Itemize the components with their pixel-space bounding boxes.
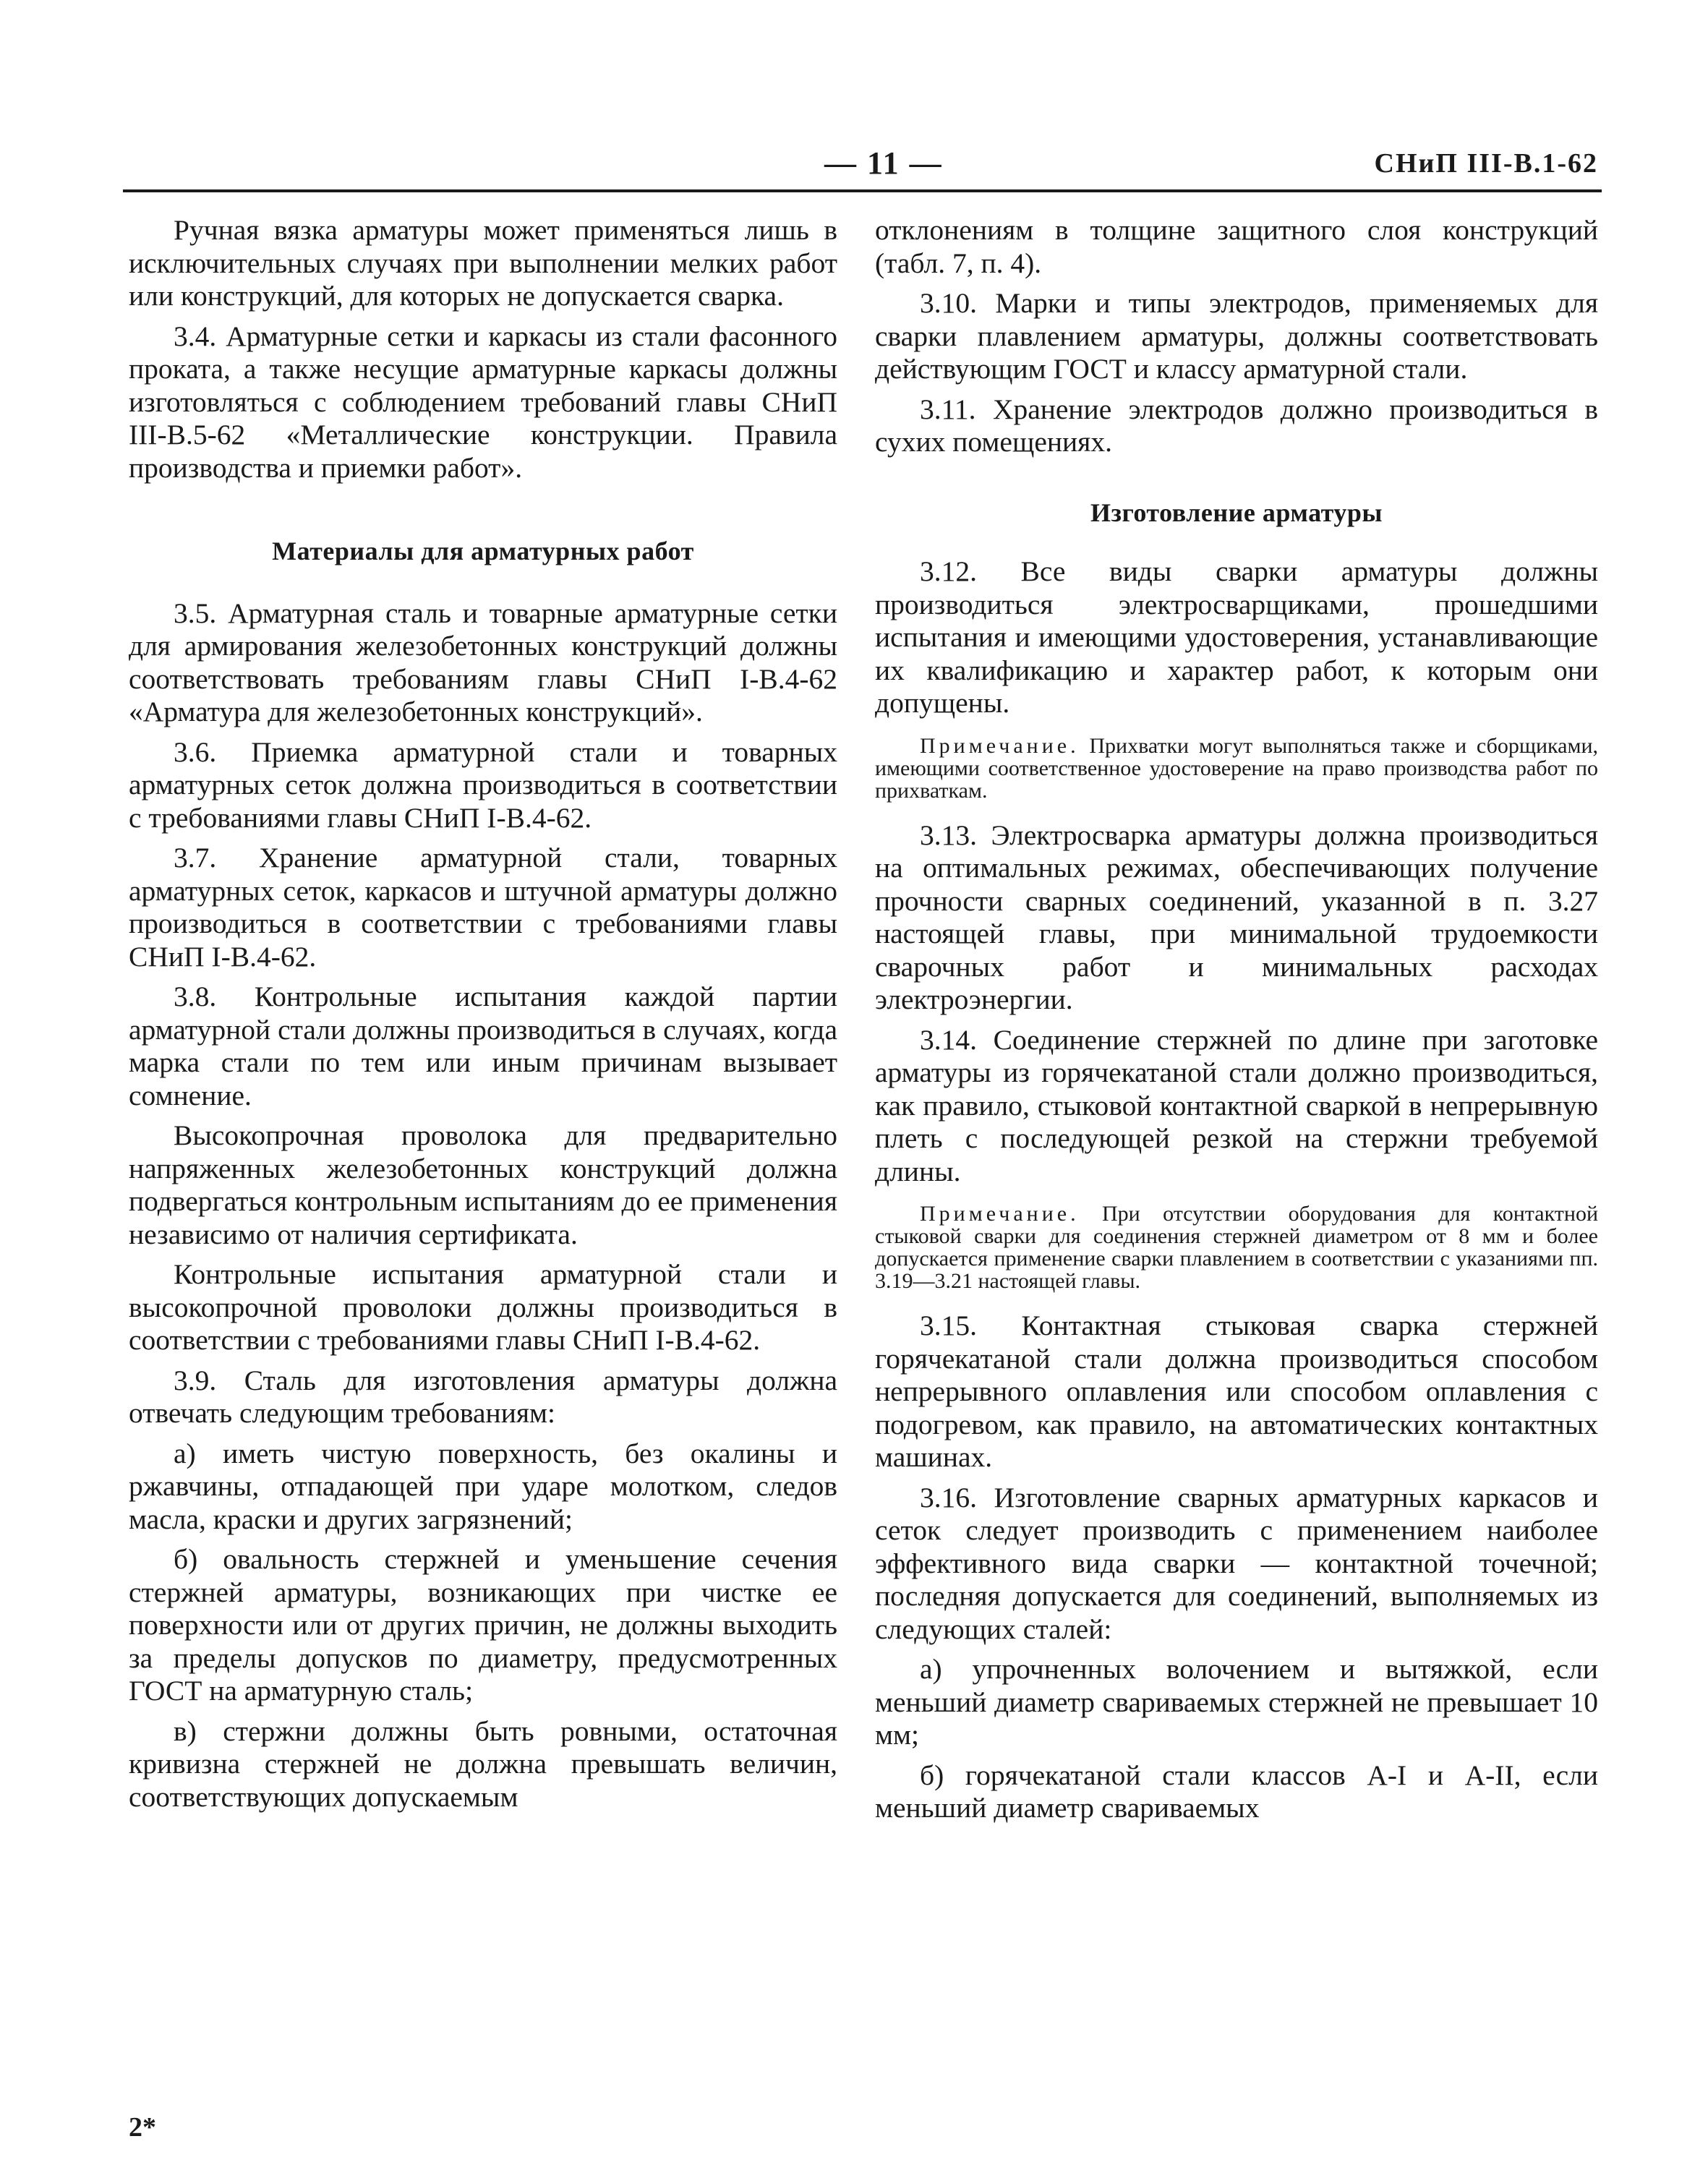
clause-3-5: 3.5. Арматурная сталь и товарные арматурные сетки для армирования железобетонных конструкций должны соответствовать требованиям главы СНиП I-В.4-62 «Арматура для железобетонных конструкций». — [129, 597, 838, 727]
right-column — [875, 214, 1598, 1832]
paragraph: Ручная вязка арматуры может применяться лишь в исключительных случаях при выполнении мелких работ или конструкций, для которых не допускается сварка. — [129, 214, 837, 312]
clause-3-4: 3.4. Арматурные сетки и каркасы из стали фасонного проката, а также несущие арматурные каркасы должны изготовляться с соблюдением требований главы СНиП III-В.5-62 «Металлические конструкции. Правила производства и приемки работ». — [129, 320, 837, 484]
list-item-a: а) иметь чистую поверхность, без окалины и ржавчины, отпадающей при ударе молотком, следов масла, краски и других загрязнений; — [129, 1437, 837, 1535]
note-text: При отсутствии оборудования для контактной стыковой сварки для соединения стержней диаметром от 8 мм и более допускается применение сварки плавлением в соответствии с указаниями пп. 3.19—3.21 настоящей главы. — [875, 1202, 1599, 1293]
left-column — [129, 214, 837, 1821]
clause-3-14: 3.14. Соединение стержней по длине при заготовке арматуры из горячекатаной стали должно производиться, как правило, стыковой контактной сваркой в непрерывную плеть с последующей резкой на стержни требуемой длины. — [875, 1023, 1599, 1187]
header-rule — [123, 189, 1602, 192]
page-number: — 11 — — [824, 145, 943, 181]
section-heading-materials: Материалы для арматурных работ — [272, 537, 694, 565]
signature-mark: 2* — [129, 2112, 156, 2143]
document-code: СНиП III-В.1-62 — [1374, 148, 1598, 179]
list-item-a: а) упрочненных волочением и вытяжкой, если меньший диаметр свариваемых стержней не превышает 10 мм; — [875, 1653, 1598, 1751]
clause-3-15: 3.15. Контактная стыковая сварка стержней горячекатаной стали должна производиться способом непрерывного оплавления или способом оплавления с подогревом, как правило, на автоматических контактных машинах. — [875, 1310, 1598, 1473]
clause-3-6: 3.6. Приемка арматурной стали и товарных арматурных сеток должна производиться в соответствии с требованиями главы СНиП I-В.4-62. — [129, 735, 838, 834]
note — [875, 735, 1598, 802]
clause-3-8: 3.8. Контрольные испытания каждой партии арматурной стали должны производиться в случаях, когда марка стали по тем или иным причинам вызывает сомнение. — [129, 981, 838, 1111]
clause-3-7: 3.7. Хранение арматурной стали, товарных арматурных сеток, каркасов и штучной арматуры должно производиться в соответствии с требованиями главы СНиП I-В.4-62. — [129, 842, 837, 973]
note-label: Примечание. — [920, 1202, 1080, 1226]
page-header — [123, 145, 1598, 188]
list-item-b: б) горячекатаной стали классов А-I и А-II, если меньший диаметр свариваемых — [875, 1759, 1598, 1824]
paragraph: Высокопрочная проволока для предварительно напряженных железобетонных конструкций должна подвергаться контрольным испытаниям до ее применения независимо от наличия сертификата. — [129, 1119, 837, 1250]
clause-3-13: 3.13. Электросварка арматуры должна производиться на оптимальных режимах, обеспечивающих получение прочности сварных соединений, указанной в п. 3.27 настоящей главы, при минимальной трудоемкости сварочных работ и минимальных расходах электроэнергии. — [875, 819, 1598, 1015]
clause-3-16: 3.16. Изготовление сварных арматурных каркасов и сеток следует производить с применением наиболее эффективного вида сварки — контактной точечной; последняя допускается для соединений, выполняемых из следующих сталей: — [875, 1481, 1599, 1645]
paragraph: Контрольные испытания арматурной стали и высокопрочной проволоки должны производиться в соответствии с требованиями главы СНиП I-В.4-62. — [129, 1258, 837, 1356]
note-label: Примечание. — [920, 733, 1080, 758]
list-item-b: б) овальность стержней и уменьшение сечения стержней арматуры, возникающих при чистке ее поверхности или от других причин, не должны выходить за пределы допусков по диаметру, предусмотренных ГОСТ на арматурную сталь; — [129, 1543, 837, 1707]
note-text: Прихватки могут выполняться также и сборщиками, имеющими соответственное удостоверение на право производства работ по прихваткам. — [875, 733, 1599, 803]
section-heading-fabrication: Изготовление арматуры — [1090, 497, 1383, 527]
clause-3-12: 3.12. Все виды сварки арматуры должны производиться электросварщиками, прошедшими испытания и имеющими удостоверения, устанавливающие их квалификацию и характер работ, к которым они допущены. — [875, 555, 1598, 719]
paragraph-continued: отклонениям в толщине защитного слоя конструкций (табл. 7, п. 4). — [875, 214, 1598, 279]
note — [875, 1203, 1598, 1292]
clause-3-11: 3.11. Хранение электродов должно производиться в сухих помещениях. — [875, 393, 1598, 458]
clause-3-10: 3.10. Марки и типы электродов, применяемых для сварки плавлением арматуры, должны соответствовать действующим ГОСТ и классу арматурной стали. — [875, 287, 1598, 385]
clause-3-9: 3.9. Сталь для изготовления арматуры должна отвечать следующим требованиям: — [129, 1364, 837, 1429]
list-item-c: в) стержни должны быть ровными, остаточная кривизна стержней не должна превышать величин, соответствующих допускаемым — [129, 1714, 837, 1813]
